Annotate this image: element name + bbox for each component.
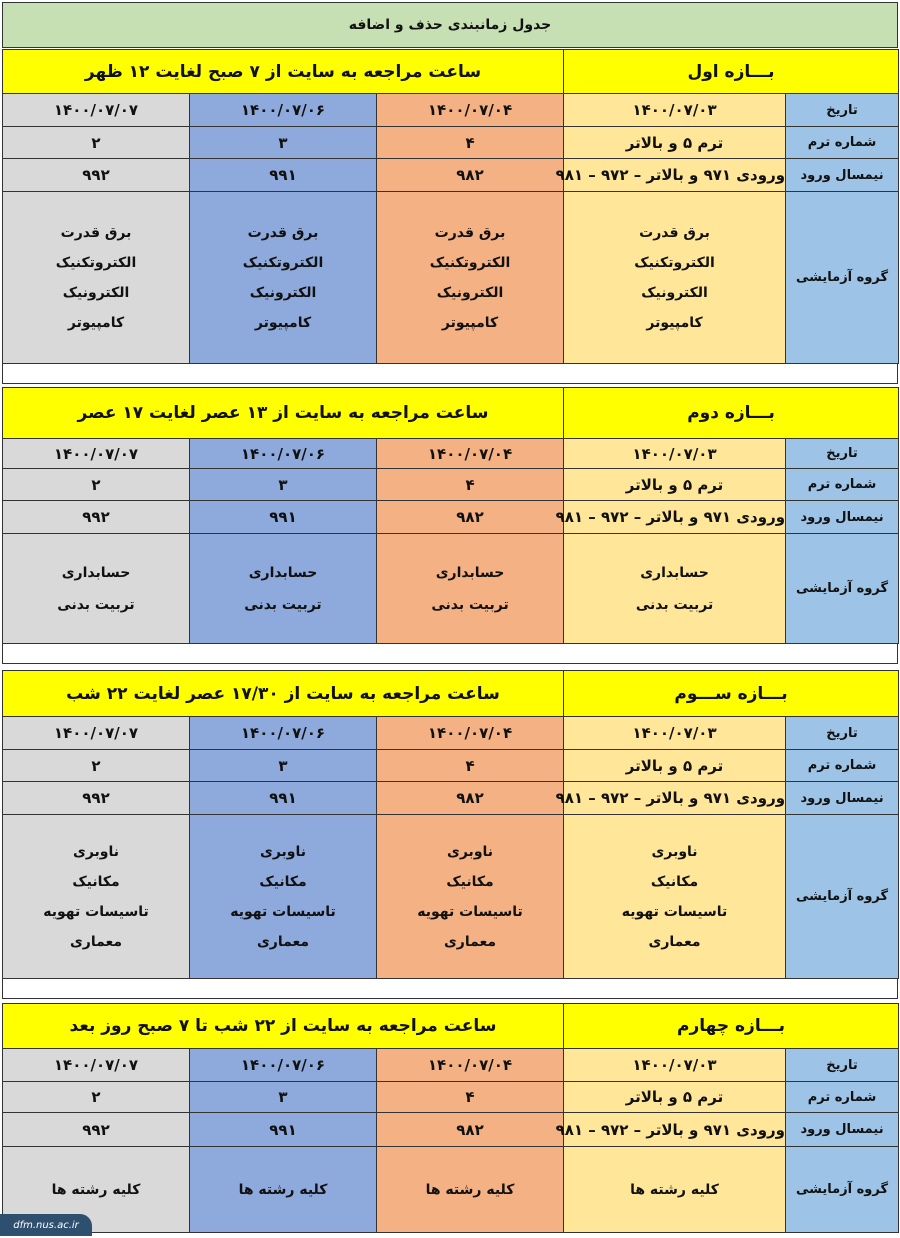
group-list [564,225,785,331]
group-item: الکتروتکنیک [55,254,137,271]
group-cell [377,1147,564,1233]
group-item: کلیه رشته ها [238,1181,328,1198]
date-label: تاریخ [786,94,899,127]
date-cell: ۱۴۰۰/۰۷/۰۳ [564,717,786,750]
term-cell: ۴ [377,1082,564,1113]
entry-cell: ۹۸۲ [377,159,564,192]
date-cell: ۱۴۰۰/۰۷/۰۴ [377,439,564,469]
group-item: حسابداری [435,564,505,581]
group-item: تربیت بدنی [431,596,509,613]
term-cell: ۲ [3,127,190,159]
section-table [2,387,899,644]
group-cell [3,534,190,644]
term-label: شماره ترم [786,127,899,159]
group-label: گروه آزمایشی [786,815,899,979]
group-list [3,1182,189,1198]
section-hours: ساعت مراجعه به سایت از ۱۳ عصر لغایت ۱۷ عصر [3,388,564,439]
group-cell [377,192,564,364]
group-list [377,225,563,331]
section-spacer [2,978,898,999]
group-cell [3,815,190,979]
table-row [3,94,899,127]
table-row [3,159,899,192]
section-hours: ساعت مراجعه به سایت از ۷ صبح لغایت ۱۲ ظهر [3,50,564,94]
date-cell: ۱۴۰۰/۰۷/۰۴ [377,717,564,750]
section-name: بـــازه ســـوم [564,671,899,717]
term-label: شماره ترم [786,469,899,501]
group-item: برق قدرت [639,224,710,241]
group-list [190,1182,376,1198]
term-cell: ترم ۵ و بالاتر [564,127,786,159]
term-cell: ۳ [190,469,377,501]
group-cell [564,815,786,979]
entry-cell: ۹۹۲ [3,782,190,815]
entry-cell: ۹۸۲ [377,501,564,534]
group-row [3,192,899,364]
date-label: تاریخ [786,1049,899,1082]
group-item: ناوبری [651,843,698,860]
entry-label: نیمسال ورود [786,501,899,534]
entry-cell: ورودی ۹۷۱ و بالاتر – ۹۷۲ – ۹۸۱ [564,1113,786,1147]
group-item: کلیه رشته ها [51,1181,141,1198]
group-item: کلیه رشته ها [425,1181,515,1198]
group-row [3,815,899,979]
group-item: ناوبری [73,843,120,860]
entry-cell: ورودی ۹۷۱ و بالاتر – ۹۷۲ – ۹۸۱ [564,159,786,192]
group-item: کامپیوتر [646,314,703,331]
section-name: بـــازه دوم [564,388,899,439]
term-cell: ۲ [3,750,190,782]
group-cell [564,192,786,364]
table-row [3,750,899,782]
group-list [190,225,376,331]
date-cell: ۱۴۰۰/۰۷/۰۴ [377,94,564,127]
entry-cell: ۹۸۲ [377,782,564,815]
term-cell: ۳ [190,750,377,782]
section-table [2,49,899,364]
group-item: برق قدرت [60,224,132,241]
group-list [564,1182,785,1198]
group-item: تاسیسات تهویه [417,903,523,920]
section-header-row [3,1004,899,1049]
group-list [3,844,189,950]
section-header-row [3,388,899,439]
group-item: کامپیوتر [254,314,312,331]
entry-cell: ۹۹۱ [190,1113,377,1147]
group-item: تربیت بدنی [244,596,322,613]
group-item: تاسیسات تهویه [230,903,336,920]
entry-label: نیمسال ورود [786,782,899,815]
date-cell: ۱۴۰۰/۰۷/۰۷ [3,717,190,750]
term-cell: ۳ [190,1082,377,1113]
date-cell: ۱۴۰۰/۰۷/۰۳ [564,1049,786,1082]
page-title: جدول زمانبندی حذف و اضافه [2,2,898,48]
date-cell: ۱۴۰۰/۰۷/۰۷ [3,94,190,127]
group-cell [190,815,377,979]
table-row [3,469,899,501]
entry-cell: ۹۹۲ [3,159,190,192]
term-cell: ۴ [377,469,564,501]
group-item: مکانیک [446,873,494,890]
group-list [564,844,785,950]
table-row [3,1082,899,1113]
group-label: گروه آزمایشی [786,192,899,364]
group-item: معماری [69,933,123,950]
group-item: حسابداری [248,564,318,581]
entry-cell: ۹۹۲ [3,501,190,534]
group-item: ناوبری [260,843,307,860]
section-header-row [3,50,899,94]
group-list [377,844,563,950]
date-cell: ۱۴۰۰/۰۷/۰۶ [190,439,377,469]
group-label: گروه آزمایشی [786,534,899,644]
date-label: تاریخ [786,439,899,469]
group-item: حسابداری [640,564,709,581]
group-cell [377,534,564,644]
group-list [190,844,376,950]
section-spacer [2,363,898,384]
group-item: الکترونیک [62,284,130,301]
group-cell [377,815,564,979]
group-list [564,565,785,613]
group-cell [3,192,190,364]
term-cell: ۳ [190,127,377,159]
group-row [3,534,899,644]
term-cell: ۲ [3,1082,190,1113]
term-cell: ترم ۵ و بالاتر [564,750,786,782]
group-list [3,225,189,331]
entry-cell: ورودی ۹۷۱ و بالاتر – ۹۷۲ – ۹۸۱ [564,782,786,815]
group-item: تاسیسات تهویه [621,903,728,920]
section-name: بـــازه چهارم [564,1004,899,1049]
term-label: شماره ترم [786,750,899,782]
group-item: مکانیک [259,873,307,890]
date-cell: ۱۴۰۰/۰۷/۰۶ [190,717,377,750]
group-item: الکترونیک [249,284,317,301]
group-cell [564,534,786,644]
group-item: معماری [443,933,497,950]
section-spacer [2,643,898,664]
date-cell: ۱۴۰۰/۰۷/۰۴ [377,1049,564,1082]
entry-cell: ۹۹۱ [190,782,377,815]
entry-label: نیمسال ورود [786,1113,899,1147]
group-item: معماری [648,933,701,950]
term-cell: ۴ [377,127,564,159]
date-label: تاریخ [786,717,899,750]
group-item: الکتروتکنیک [429,254,511,271]
term-cell: ۴ [377,750,564,782]
term-label: شماره ترم [786,1082,899,1113]
entry-cell: ورودی ۹۷۱ و بالاتر – ۹۷۲ – ۹۸۱ [564,501,786,534]
table-row [3,1113,899,1147]
group-item: کامپیوتر [67,314,125,331]
group-item: تربیت بدنی [57,596,135,613]
entry-cell: ۹۹۱ [190,501,377,534]
table-row [3,1049,899,1082]
table-row [3,501,899,534]
group-list [3,565,189,613]
group-item: الکترونیک [641,284,708,301]
group-item: الکترونیک [436,284,504,301]
group-cell [564,1147,786,1233]
group-list [377,1182,563,1198]
group-label: گروه آزمایشی [786,1147,899,1233]
date-cell: ۱۴۰۰/۰۷/۰۳ [564,439,786,469]
term-cell: ترم ۵ و بالاتر [564,469,786,501]
group-item: تاسیسات تهویه [43,903,149,920]
section-name: بـــازه اول [564,50,899,94]
entry-cell: ۹۹۱ [190,159,377,192]
table-row [3,127,899,159]
group-item: الکتروتکنیک [634,254,715,271]
group-item: کلیه رشته ها [630,1181,719,1198]
section-table [2,670,899,979]
group-item: مکانیک [72,873,120,890]
entry-cell: ۹۹۲ [3,1113,190,1147]
group-row [3,1147,899,1233]
group-item: کامپیوتر [441,314,499,331]
section-table [2,1003,899,1233]
group-item: معماری [256,933,310,950]
site-watermark: dfm.nus.ac.ir [0,1214,92,1236]
table-row [3,717,899,750]
table-row [3,782,899,815]
table-row [3,439,899,469]
group-list [377,565,563,613]
group-item: برق قدرت [434,224,506,241]
date-cell: ۱۴۰۰/۰۷/۰۷ [3,1049,190,1082]
group-item: مکانیک [650,873,699,890]
group-item: تربیت بدنی [635,596,714,613]
date-cell: ۱۴۰۰/۰۷/۰۶ [190,1049,377,1082]
group-item: حسابداری [61,564,131,581]
entry-label: نیمسال ورود [786,159,899,192]
group-item: ناوبری [447,843,494,860]
section-header-row [3,671,899,717]
term-cell: ترم ۵ و بالاتر [564,1082,786,1113]
group-item: برق قدرت [247,224,319,241]
section-hours: ساعت مراجعه به سایت از ۲۲ شب تا ۷ صبح روز بعد [3,1004,564,1049]
group-item: الکتروتکنیک [242,254,324,271]
date-cell: ۱۴۰۰/۰۷/۰۷ [3,439,190,469]
group-cell [190,192,377,364]
group-list [190,565,376,613]
date-cell: ۱۴۰۰/۰۷/۰۶ [190,94,377,127]
term-cell: ۲ [3,469,190,501]
group-cell [190,1147,377,1233]
entry-cell: ۹۸۲ [377,1113,564,1147]
section-hours: ساعت مراجعه به سایت از ۱۷/۳۰ عصر لغایت ۲۲ شب [3,671,564,717]
date-cell: ۱۴۰۰/۰۷/۰۳ [564,94,786,127]
group-cell [190,534,377,644]
